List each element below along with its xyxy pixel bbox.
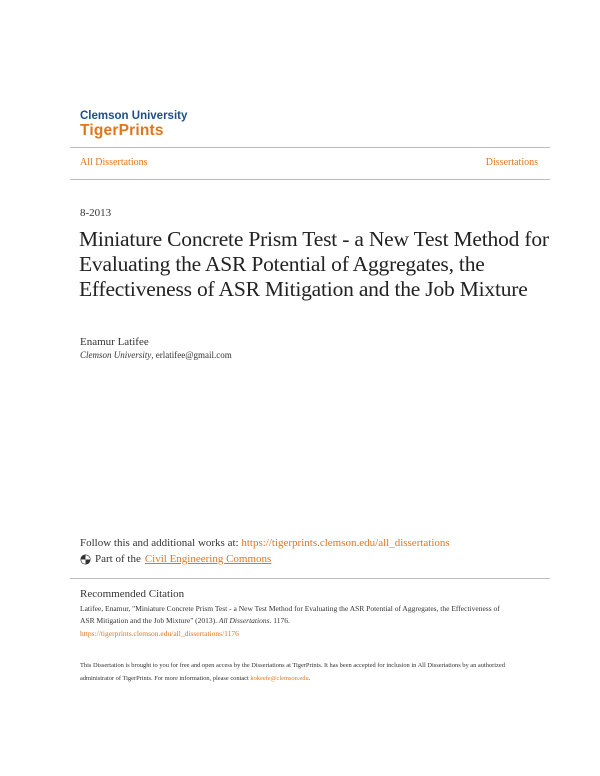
all-dissertations-link[interactable]: All Dissertations: [80, 157, 148, 168]
publication-date: 8-2013: [80, 207, 112, 219]
author-affiliation: [80, 350, 232, 360]
affiliation-name: Clemson University: [80, 350, 152, 360]
author-name: Enamur Latifee: [80, 336, 149, 348]
citation-divider: [70, 578, 550, 579]
contact-email-link[interactable]: kokeefe@clemson.edu: [250, 674, 309, 682]
recommended-citation-heading: Recommended Citation: [80, 588, 185, 600]
citation-text: [80, 603, 500, 640]
access-notice: [80, 660, 530, 685]
citation-journal: All Dissertations: [218, 616, 270, 626]
follow-line: [80, 537, 450, 549]
citation-url-link[interactable]: https://tigerprints.clemson.edu/all_dissertations/1176: [80, 628, 239, 638]
institution-name: Clemson University: [80, 110, 188, 122]
header-divider: [70, 147, 550, 148]
citation-number: . 1176.: [269, 616, 290, 626]
paper-title: Miniature Concrete Prism Test - a New Test Method for Evaluating the ASR Potential of Aggregates, the Effectiveness of ASR Mitigation and the Job Mixture: [79, 227, 549, 301]
notice-text: This Dissertation is brought to you for free and open access by the Dissertations at TigerPrints. It has been accepted for inclusion in All Dissertations by an authorized administrator of TigerPrints. For more information, please contact: [80, 662, 505, 682]
part-of-label: Part of the: [95, 553, 141, 565]
civil-engineering-commons-link[interactable]: Civil Engineering Commons: [144, 553, 272, 565]
dissertations-link[interactable]: Dissertations: [485, 157, 538, 168]
collection-url-link[interactable]: https://tigerprints.clemson.edu/all_dissertations: [241, 537, 450, 549]
citation-body: Latifee, Enamur, "Miniature Concrete Prism Test - a New Test Method for Evaluating the ASR Potential of Aggregates, the Effectiveness of ASR Mitigation and the Job Mixture" (2013).: [80, 604, 500, 626]
nav-divider: [70, 179, 550, 180]
repository-logo[interactable]: TigerPrints: [80, 122, 164, 139]
commons-network-icon: [80, 554, 91, 565]
follow-label: Follow this and additional works at:: [80, 537, 239, 549]
part-of-line: [80, 553, 271, 565]
author-email: erlatifee@gmail.com: [155, 350, 232, 360]
affiliation-separator: ,: [151, 350, 156, 360]
notice-end: .: [308, 674, 311, 682]
